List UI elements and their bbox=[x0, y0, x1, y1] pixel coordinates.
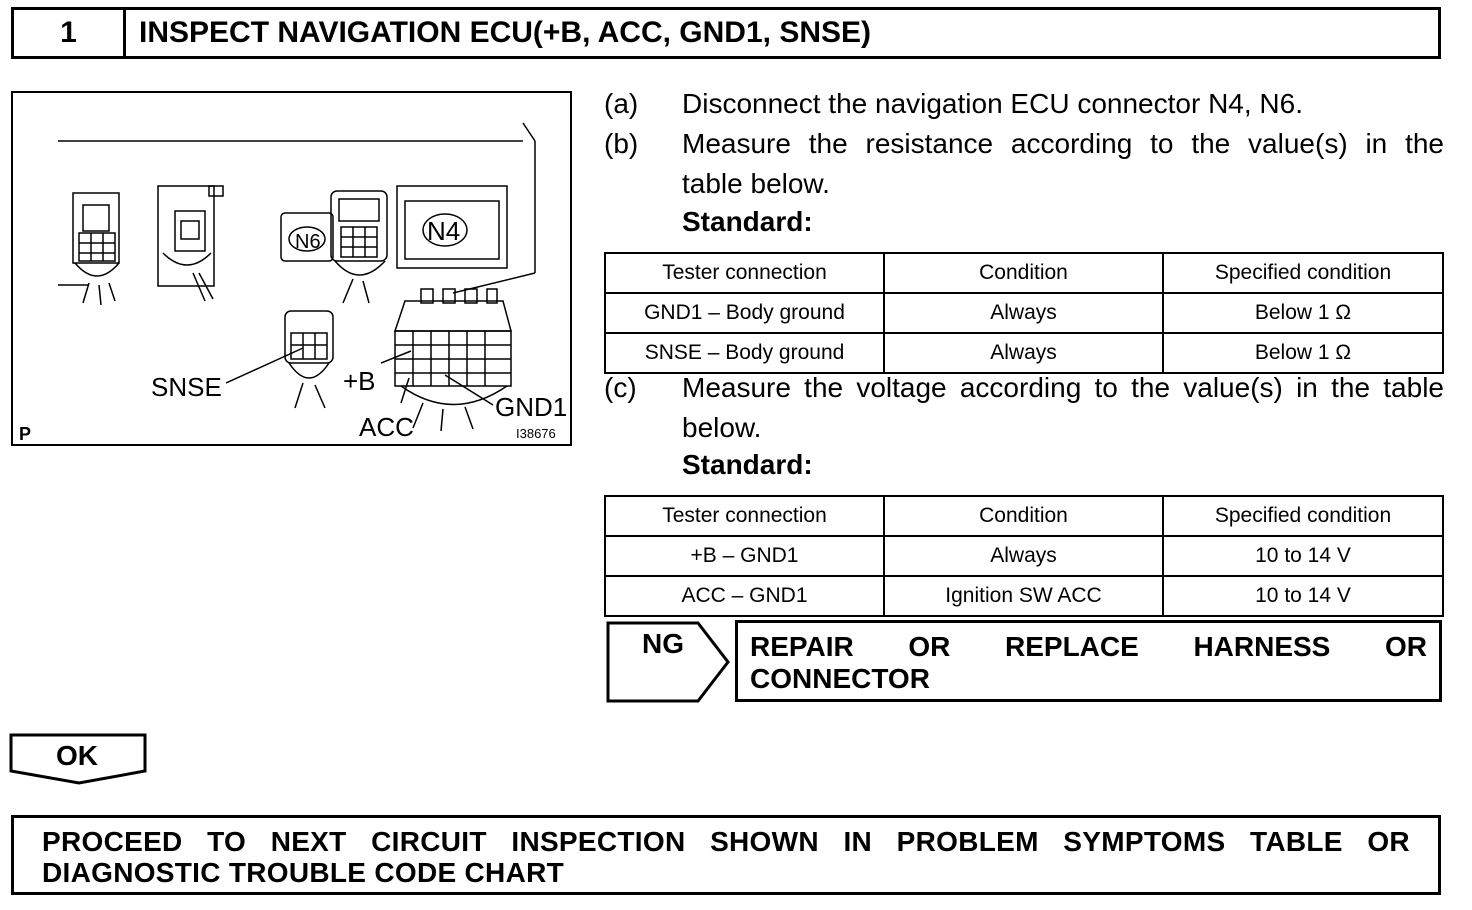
resistance-table bbox=[604, 252, 1444, 374]
acc-label: ACC bbox=[359, 412, 414, 442]
header-tester-connection: Tester connection bbox=[605, 253, 884, 293]
ng-word: REPLACE bbox=[1005, 631, 1139, 662]
snse-label: SNSE bbox=[151, 372, 222, 402]
standard-label-resistance: Standard: bbox=[682, 206, 813, 237]
table-cell: +B – GND1 bbox=[605, 536, 884, 576]
final-word: NEXT bbox=[270, 826, 347, 857]
step-b-text-2: table below. bbox=[682, 168, 830, 199]
final-word: TO bbox=[207, 826, 247, 857]
step-header bbox=[11, 7, 1441, 59]
ecu-connector-illustration bbox=[13, 93, 570, 444]
figure-id: I38676 bbox=[516, 426, 556, 441]
step-b-label: (b) bbox=[604, 128, 639, 159]
final-word: OR bbox=[1367, 826, 1410, 857]
table-cell: 10 to 14 V bbox=[1163, 576, 1443, 616]
connector-figure bbox=[11, 91, 572, 446]
table-cell: Ignition SW ACC bbox=[884, 576, 1163, 616]
final-word: SHOWN bbox=[710, 826, 819, 857]
ng-label: NG bbox=[642, 628, 684, 659]
table-cell: Always bbox=[884, 333, 1163, 373]
table-cell: Below 1 Ω bbox=[1163, 333, 1443, 373]
table-cell: Below 1 Ω bbox=[1163, 293, 1443, 333]
header-specified-condition: Specified condition bbox=[1163, 496, 1443, 536]
gnd1-label: GND1 bbox=[495, 392, 568, 422]
table-row bbox=[605, 293, 1443, 333]
table-cell: ACC – GND1 bbox=[605, 576, 884, 616]
step-c-text-2: below. bbox=[682, 412, 762, 443]
step-title: INSPECT NAVIGATION ECU(+B, ACC, GND1, SNSE) bbox=[139, 16, 872, 49]
table-row bbox=[605, 333, 1443, 373]
header-condition: Condition bbox=[884, 253, 1163, 293]
step-a-text: Disconnect the navigation ECU connector N4, N6. bbox=[682, 88, 1303, 119]
final-word: INSPECTION bbox=[511, 826, 686, 857]
table-cell: Always bbox=[884, 536, 1163, 576]
header-specified-condition: Specified condition bbox=[1163, 253, 1443, 293]
table-cell: Always bbox=[884, 293, 1163, 333]
ng-word: REPAIR bbox=[750, 631, 854, 662]
table-row bbox=[605, 576, 1443, 616]
table-row bbox=[605, 536, 1443, 576]
table-cell: SNSE – Body ground bbox=[605, 333, 884, 373]
b-plus-label: +B bbox=[343, 366, 376, 396]
final-action-box bbox=[11, 815, 1441, 895]
step-number: 1 bbox=[14, 10, 126, 56]
ng-word: HARNESS bbox=[1193, 631, 1331, 662]
ok-label: OK bbox=[56, 740, 98, 771]
final-word: PROBLEM bbox=[896, 826, 1039, 857]
n6-label: N6 bbox=[295, 231, 321, 253]
final-word: CIRCUIT bbox=[371, 826, 487, 857]
table-cell: 10 to 14 V bbox=[1163, 536, 1443, 576]
final-word: PROCEED bbox=[42, 826, 183, 857]
step-b-text-1: Measure the resistance according to the value(s) in the bbox=[682, 128, 1444, 159]
ng-word: OR bbox=[908, 631, 951, 662]
step-c-label: (c) bbox=[604, 372, 637, 403]
standard-label-voltage: Standard: bbox=[682, 449, 813, 480]
table-cell: GND1 – Body ground bbox=[605, 293, 884, 333]
final-action-line-2: DIAGNOSTIC TROUBLE CODE CHART bbox=[42, 857, 565, 888]
ng-word: OR bbox=[1385, 631, 1427, 662]
final-action-line-1 bbox=[42, 826, 1410, 858]
table-header-row bbox=[605, 496, 1443, 536]
step-a bbox=[604, 84, 1444, 124]
final-word: SYMPTOMS bbox=[1063, 826, 1226, 857]
table-header-row bbox=[605, 253, 1443, 293]
ng-action-line-2: CONNECTOR bbox=[750, 663, 930, 694]
ng-action-line-1 bbox=[750, 631, 1427, 663]
n4-label: N4 bbox=[427, 216, 461, 246]
step-c bbox=[604, 368, 1444, 408]
final-word: TABLE bbox=[1250, 826, 1343, 857]
ng-action-box bbox=[735, 620, 1442, 702]
step-c-text-1: Measure the voltage according to the value(s) in the table bbox=[682, 372, 1444, 403]
voltage-table bbox=[604, 495, 1444, 617]
step-b bbox=[604, 124, 1444, 164]
header-tester-connection: Tester connection bbox=[605, 496, 884, 536]
step-a-label: (a) bbox=[604, 88, 639, 119]
final-word: IN bbox=[843, 826, 873, 857]
figure-p-label: P bbox=[19, 424, 32, 444]
header-condition: Condition bbox=[884, 496, 1163, 536]
